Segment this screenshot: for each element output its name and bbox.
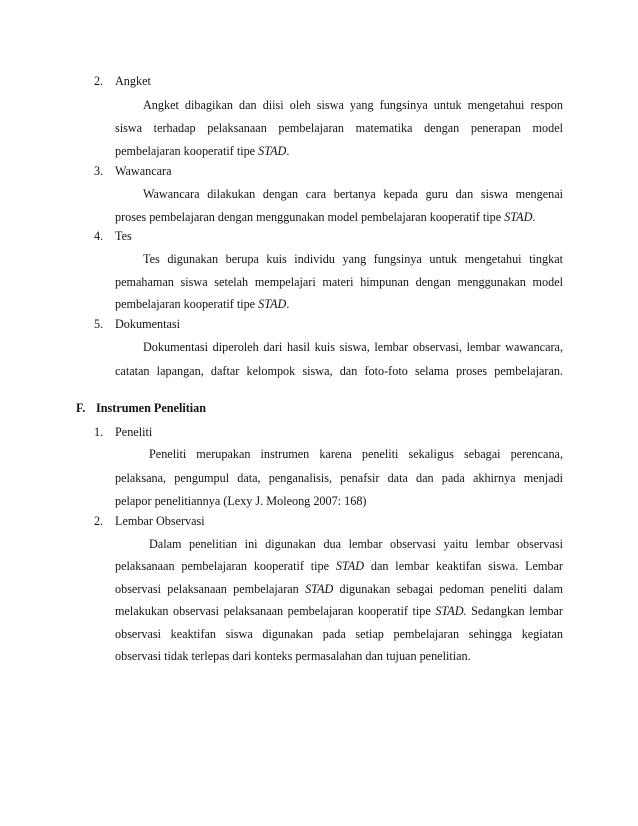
item-number: 5. xyxy=(94,317,104,331)
item-title: Lembar Observasi xyxy=(115,514,205,528)
item-number: 2. xyxy=(94,514,104,528)
paragraph-line: Tes digunakan berupa kuis individu yang fungsinya untuk mengetahui tingkat xyxy=(143,252,563,266)
paragraph-line: pelaksanaan pembelajaran kooperatif tipe STAD dan lembar keaktifan siswa. Lembar xyxy=(115,559,563,573)
paragraph-line: pelaksana, pengumpul data, penganalisis, penafsir data dan pada akhirnya menjadi xyxy=(115,471,563,485)
paragraph-line: observasi keaktifan siswa digunakan pada setiap pembelajaran sehingga kegiatan xyxy=(115,627,563,641)
paragraph-line: pelapor penelitiannya (Lexy J. Moleong 2007: 168) xyxy=(115,494,367,508)
paragraph-line: pembelajaran kooperatif tipe STAD. xyxy=(115,144,290,158)
paragraph-line: siswa terhadap pelaksanaan pembelajaran matematika dengan penerapan model xyxy=(115,121,563,135)
item-title: Angket xyxy=(115,74,151,88)
paragraph-line: melakukan observasi pelaksanaan pembelajaran kooperatif tipe STAD. Sedangkan lembar xyxy=(115,604,563,618)
paragraph-line: catatan lapangan, daftar kelompok siswa, dan foto-foto selama proses pembelajaran. xyxy=(115,364,563,378)
item-number: 2. xyxy=(94,74,104,88)
paragraph-line: Wawancara dilakukan dengan cara bertanya kepada guru dan siswa mengenai xyxy=(143,187,563,201)
paragraph-line: proses pembelajaran dengan menggunakan model pembelajaran kooperatif tipe STAD. xyxy=(115,210,536,224)
paragraph-line: observasi pelaksanaan pembelajaran STAD digunakan sebagai pedoman peneliti dalam xyxy=(115,582,563,596)
item-title: Wawancara xyxy=(115,164,172,178)
paragraph-line: Angket dibagikan dan diisi oleh siswa yang fungsinya untuk mengetahui respon xyxy=(143,98,563,112)
item-title: Dokumentasi xyxy=(115,317,180,331)
paragraph-line: pemahaman siswa setelah mempelajari materi himpunan dengan menggunakan model xyxy=(115,275,563,289)
paragraph-line: Peneliti merupakan instrumen karena peneliti sekaligus sebagai perencana, xyxy=(149,447,563,461)
paragraph-line: Dokumentasi diperoleh dari hasil kuis siswa, lembar observasi, lembar wawancara, xyxy=(143,340,563,354)
item-title: Peneliti xyxy=(115,425,153,439)
section-heading: Instrumen Penelitian xyxy=(96,401,207,415)
item-title: Tes xyxy=(115,229,132,243)
item-number: 1. xyxy=(94,425,104,439)
item-number: 4. xyxy=(94,229,104,243)
section-letter: F. xyxy=(76,401,86,415)
item-number: 3. xyxy=(94,164,104,178)
paragraph-line: observasi tidak terlepas dari konteks permasalahan dan tujuan penelitian. xyxy=(115,649,471,663)
paragraph-line: Dalam penelitian ini digunakan dua lembar observasi yaitu lembar observasi xyxy=(149,537,563,551)
paragraph-line: pembelajaran kooperatif tipe STAD. xyxy=(115,297,290,311)
